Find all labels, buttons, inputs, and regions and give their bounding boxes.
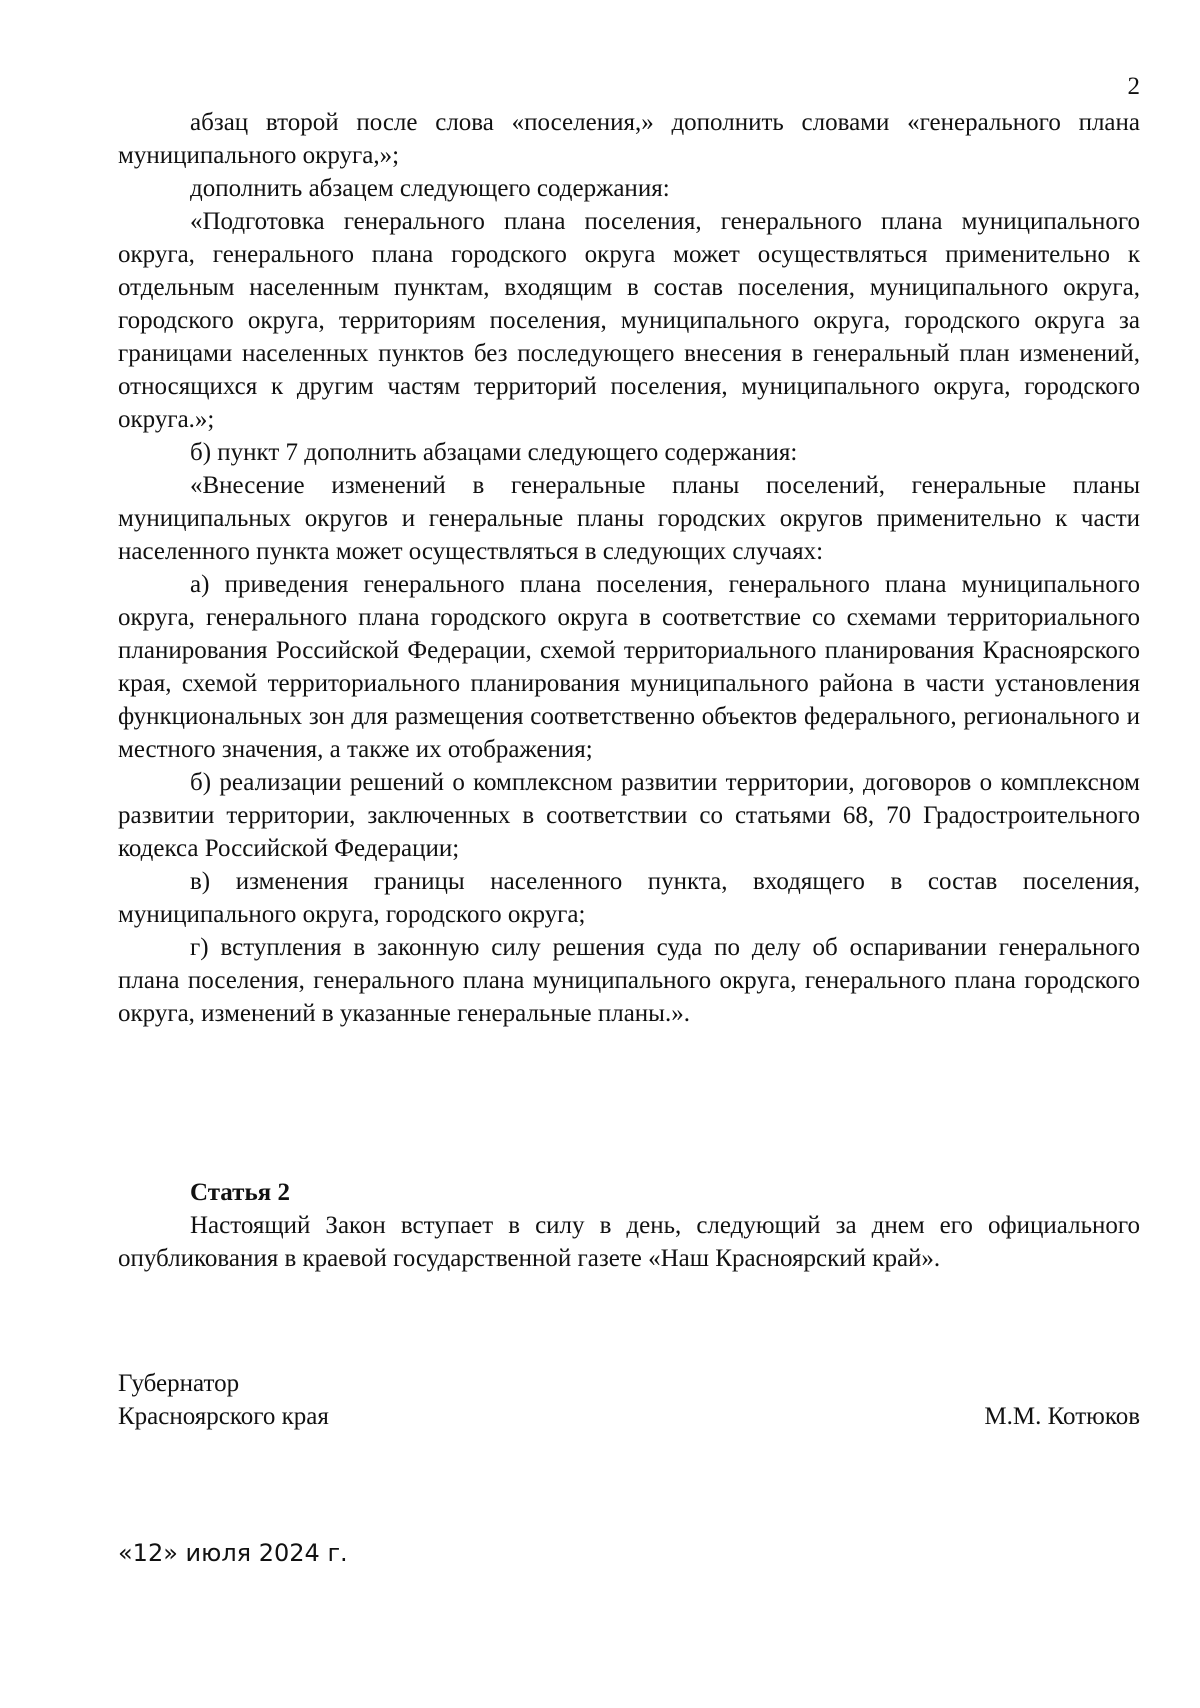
paragraph: дополнить абзацем следующего содержания: xyxy=(190,175,670,202)
document-date: «12» июля 2024 г. xyxy=(118,1539,348,1567)
paragraph: б) пункт 7 дополнить абзацами следующего содержания: xyxy=(190,439,798,466)
signature-block xyxy=(118,1367,1140,1437)
article-2 xyxy=(118,1176,1140,1275)
signatory-title xyxy=(118,1367,329,1433)
paragraph: г) вступления в законную силу решения суда по делу об оспаривании генерального плана поселения, генерального плана муниципального округа, генерального плана городского округа, изменений в указанные генеральные планы.». xyxy=(118,934,1140,1027)
article-heading: Статья 2 xyxy=(190,1179,290,1206)
page-number: 2 xyxy=(1127,73,1140,100)
paragraph: «Подготовка генерального плана поселения, генерального плана муниципального округа, генерального плана городского округа может осуществляться применительно к отдельным населенным пунктам, входящим в состав поселения, муниципального округа, городского округа, территориям поселения, муниципального округа, городского округа за границами населенных пунктов без последующего внесения в генеральный план изменений, относящихся к другим частям территорий поселения, муниципального округа, городского округа.»; xyxy=(118,208,1140,433)
signatory-title-line: Красноярского края xyxy=(118,1403,329,1430)
article-text: Настоящий Закон вступает в силу в день, следующий за днем его официального опубликования в краевой государственной газете «Наш Красноярский край». xyxy=(118,1212,1140,1272)
signatory-title-line: Губернатор xyxy=(118,1370,240,1397)
signatory-name: М.М. Котюков xyxy=(984,1403,1140,1430)
paragraph: абзац второй после слова «поселения,» дополнить словами «генерального плана муниципального округа,»; xyxy=(118,109,1140,169)
body-text xyxy=(118,106,1140,1030)
paragraph: «Внесение изменений в генеральные планы поселений, генеральные планы муниципальных округов и генеральные планы городских округов применительно к части населенного пункта может осуществляться в следующих случаях: xyxy=(118,472,1140,565)
paragraph: в) изменения границы населенного пункта, входящего в состав поселения, муниципального округа, городского округа; xyxy=(118,868,1140,928)
paragraph: а) приведения генерального плана поселения, генерального плана муниципального округа, генерального плана городского округа в соответствие со схемами территориального планирования Российской Федерации, схемой территориального планирования Красноярского края, схемой территориального планирования муниципального района в части установления функциональных зон для размещения соответственно объектов федерального, регионального и местного значения, а также их отображения; xyxy=(118,571,1140,763)
paragraph: б) реализации решений о комплексном развитии территории, договоров о комплексном развитии территории, заключенных в соответствии со статьями 68, 70 Градостроительного кодекса Российской Федерации; xyxy=(118,769,1140,862)
